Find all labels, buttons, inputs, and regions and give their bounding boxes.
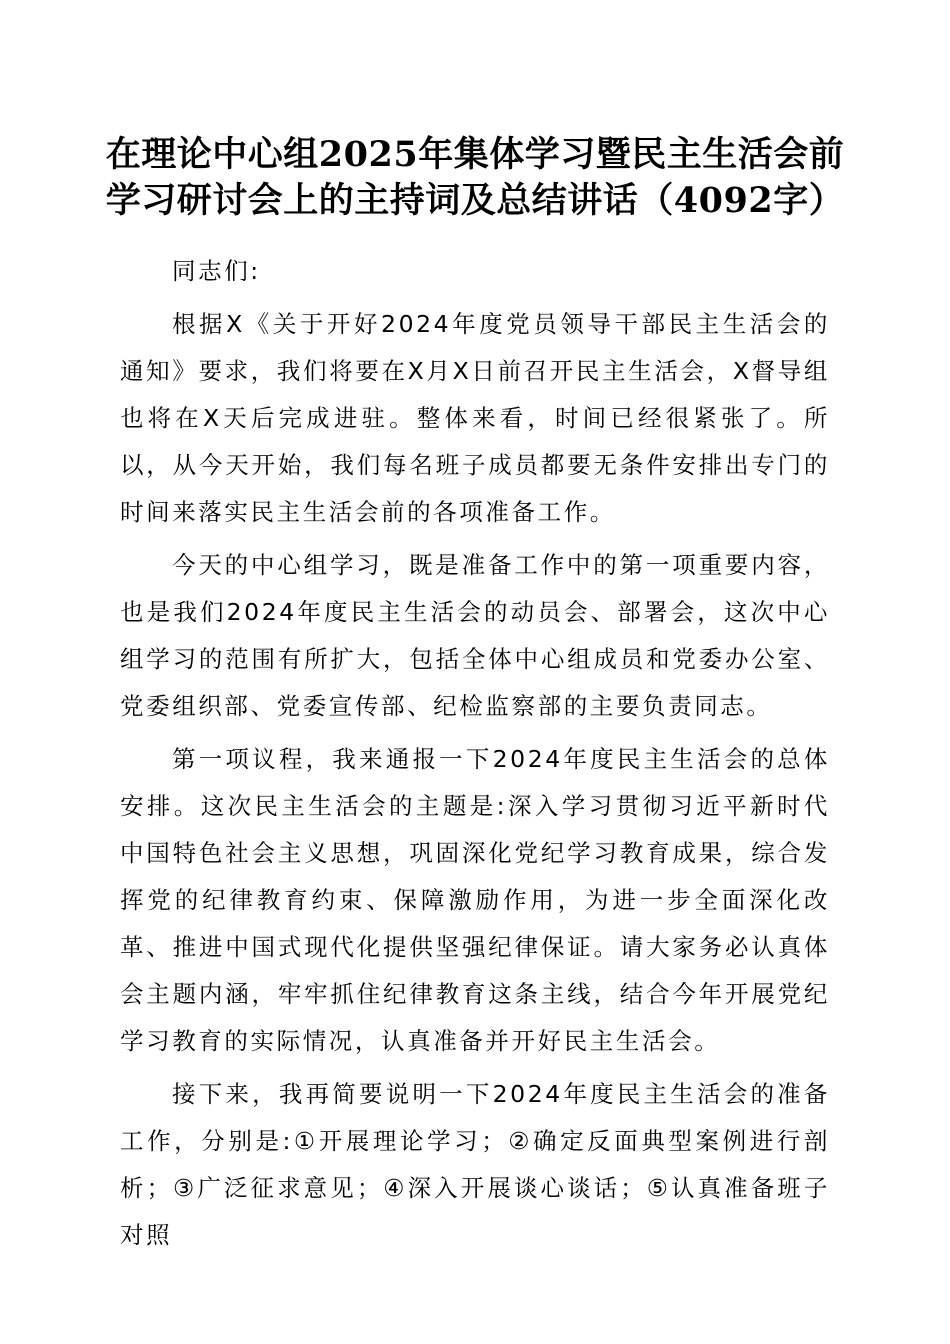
salutation: 同志们: <box>172 257 261 285</box>
paragraph-3: 第一项议程，我来通报一下2024年度民主生活会的总体安排。这次民主生活会的主题是:深入学习贯彻习近平新时代中国特色社会主义思想，巩固深化党纪学习教育成果，综合发挥党的纪律教育约束、保障激励作用，为进一步全面深化改革、推进中国式现代化提供坚强纪律保证。请大家务必认真体会主题内涵，牢牢抓住纪律教育这条主线，结合今年开展党纪学习教育的实际情况，认真准备并开好民主生活会。 <box>120 745 830 1055</box>
paragraph-2: 今天的中心组学习，既是准备工作中的第一项重要内容，也是我们2024年度民主生活会的动员会、部署会，这次中心组学习的范围有所扩大，包括全体中心组成员和党委办公室、党委组织部、党委宣传部、纪检监察部的主要负责同志。 <box>120 551 830 720</box>
document-body <box>120 248 830 1259</box>
paragraph-4: 接下来，我再简要说明一下2024年度民主生活会的准备工作，分别是:①开展理论学习；②确定反面典型案例进行剖析；③广泛征求意见；④深入开展谈心谈话；⑤认真准备班子对照 <box>120 1080 830 1249</box>
paragraph-1: 根据X《关于开好2024年度党员领导干部民主生活会的通知》要求，我们将要在X月X日前召开民主生活会，X督导组也将在X天后完成进驻。整体来看，时间已经很紧张了。所以，从今天开始，我们每名班子成员都要无条件安排出专门的时间来落实民主生活会前的各项准备工作。 <box>120 310 830 526</box>
document-title: 在理论中心组2025年集体学习暨民主生活会前学习研讨会上的主持词及总结讲话（4092字） <box>105 134 845 221</box>
